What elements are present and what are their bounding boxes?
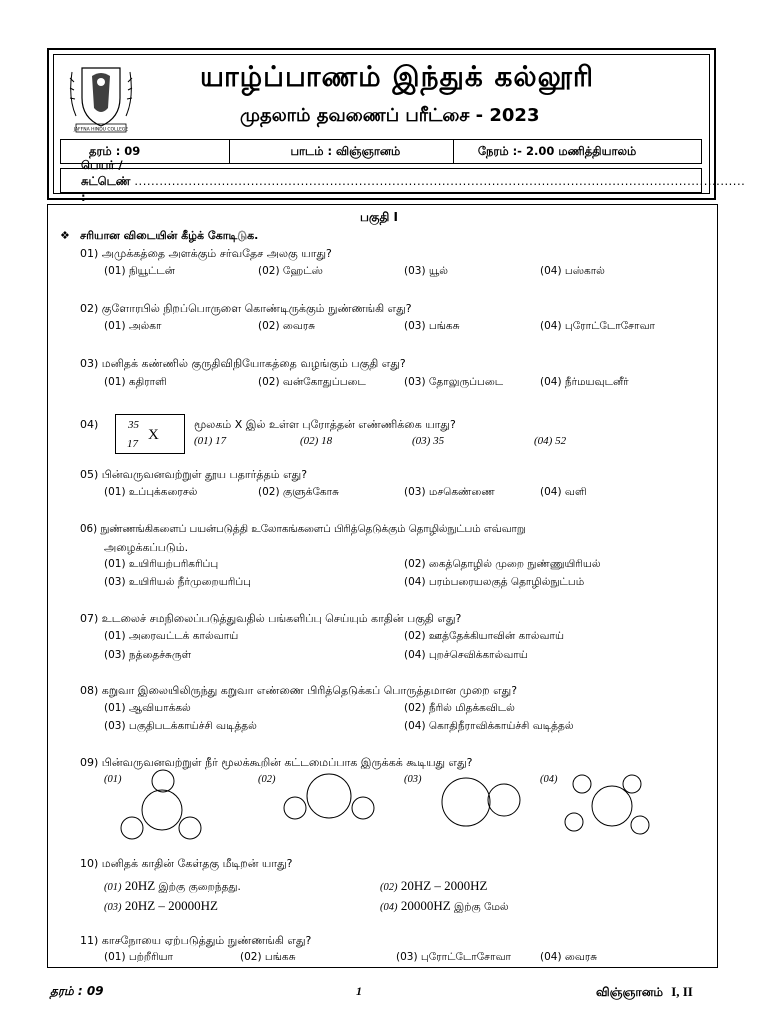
q10-option-1-suffix: இற்கு குறைந்தது.	[158, 881, 241, 893]
q3-option-3: (03) தோலுருப்படை	[404, 376, 504, 388]
q2-option-4: (04) புரோட்டோசோவா	[540, 320, 656, 332]
q5-option-1: (01) உப்புக்கரைசல்	[104, 486, 198, 498]
q10-option-1	[104, 878, 241, 894]
q1-option-1: (01) நியூட்டன்	[104, 265, 175, 277]
time-cell: நேரம் :- 2.00 மணித்தியாலம்	[477, 143, 637, 158]
q2-option-3: (03) பங்கசு	[404, 320, 460, 332]
question-4-number: 04)	[80, 418, 99, 431]
question-11: 11) காசநோயை ஏற்படுத்தும் நுண்ணங்கி எது?	[80, 934, 312, 947]
footer-parts: I, II	[671, 984, 693, 999]
bullet-icon: ❖	[60, 229, 70, 242]
q5-option-3: (03) மசகெண்ணை	[404, 486, 495, 498]
question-1: 01) அமுக்கத்தை அளக்கும் சர்வதேச அலகு யாது?	[80, 247, 332, 260]
q3-option-4: (04) நீர்மயவுடனீர்	[540, 376, 629, 388]
footer-grade: தரம் : 09	[50, 984, 104, 998]
q9-option-2-label: (02)	[258, 774, 276, 785]
section-title: பகுதி I	[360, 210, 398, 224]
q10-option-4-num: (04)	[380, 902, 398, 913]
college-crest-logo	[62, 58, 140, 134]
name-blank: ...................................................................................................................................................	[134, 173, 746, 188]
q10-option-2-num: (02)	[380, 882, 398, 893]
footer-page-number: 1	[356, 984, 362, 998]
question-6-line-2: அழைக்கப்படும்.	[104, 541, 189, 554]
q2-option-2: (02) வைரசு	[258, 320, 316, 332]
instruction-text: சரியான விடையின் கீழ்க் கோடிடுக.	[80, 229, 259, 242]
q9-molecule-3	[428, 774, 528, 834]
q11-option-1: (01) பற்றீரியா	[104, 951, 174, 963]
question-9: 09) பின்வருவனவற்றுள் நீர் மூலக்கூறின் கட்டமைப்பாக இருக்கக் கூடியது எது?	[80, 756, 473, 769]
logo-text: JAFFNA HINDU COLLEGE	[73, 127, 129, 133]
question-8: 08) கறுவா இலையிலிருந்து கறுவா எண்ணை பிரித்தெடுக்கப் பொருத்தமான முறை எது?	[80, 684, 518, 697]
q1-option-3: (03) யூல்	[404, 265, 449, 277]
q7-option-1: (01) அரைவட்டக் கால்வாய்	[104, 630, 239, 642]
q8-option-3: (03) பகுதிபடக்காய்ச்சி வடித்தல்	[104, 720, 257, 732]
question-6-line-1: 06) நுண்ணங்கிகளைப் பயன்படுத்தி உலோகங்களைப் பிரித்தெடுக்கும் தொழில்நுட்பம் எவ்வாறு	[80, 523, 526, 535]
q3-option-1: (01) கதிராளி	[104, 376, 167, 388]
q4-option-2: (02) 18	[300, 435, 333, 447]
q6-option-3: (03) உயிரியல் நீர்முறையரிப்பு	[104, 576, 251, 588]
q9-option-1-label: (01)	[104, 774, 122, 785]
footer-subject	[596, 984, 693, 1001]
q1-option-4: (04) பஸ்கால்	[540, 265, 605, 277]
q9-molecule-1	[110, 768, 210, 846]
isotope-box	[115, 414, 185, 454]
q11-option-3: (03) புரோட்டோசோவா	[396, 951, 512, 963]
q8-option-2: (02) நீரில் மிதக்கவிடல்	[404, 702, 515, 714]
q5-option-2: (02) குளுக்கோசு	[258, 486, 339, 498]
question-5: 05) பின்வருவனவற்றுள் தூய பதார்த்தம் எது?	[80, 468, 308, 481]
footer-subject-label: விஞ்ஞானம்	[596, 985, 663, 999]
q9-molecule-4	[562, 770, 662, 842]
college-title: யாழ்ப்பாணம் இந்துக் கல்லூரி	[200, 60, 595, 93]
q9-option-3-label: (03)	[404, 774, 422, 785]
q4-option-1: (01) 17	[194, 435, 227, 447]
q7-option-4: (04) புறச்செவிக்கால்வாய்	[404, 649, 528, 661]
q11-option-4: (04) வைரசு	[540, 951, 598, 963]
q10-option-1-value: 20HZ	[124, 878, 156, 893]
q10-option-2-value: 20HZ – 2000HZ	[400, 878, 488, 893]
question-10: 10) மனிதக் காதின் கேள்தகு மீடிறன் யாது?	[80, 857, 293, 870]
exam-info-row	[60, 139, 702, 164]
q10-option-4-suffix: இற்கு மேல்	[454, 901, 509, 913]
q6-option-2: (02) கைத்தொழில் முறை நுண்ணுயிரியல்	[404, 558, 601, 570]
grade-cell: தரம் : 09	[61, 140, 230, 163]
q7-option-3: (03) நத்தைச்சுருள்	[104, 649, 192, 661]
q9-molecule-2	[283, 772, 383, 832]
q1-option-2: (02) ஹேட்ஸ்	[258, 265, 323, 277]
element-symbol: X	[148, 427, 159, 443]
q2-option-1: (01) அல்கா	[104, 320, 162, 332]
q6-option-4: (04) பரம்பரையலகுத் தொழில்நுட்பம்	[404, 576, 585, 588]
question-3: 03) மனிதக் கண்ணில் குருதிவிநியோகத்தை வழங்கும் பகுதி எது?	[80, 357, 406, 370]
q8-option-4: (04) கொதிநீராவிக்காய்ச்சி வடித்தல்	[404, 720, 574, 732]
name-label: பெயர் / சுட்டெண் :	[81, 157, 131, 204]
q3-option-2: (02) வன்கோதுப்படை	[258, 376, 366, 388]
mass-number: 35	[128, 419, 139, 431]
q6-option-1: (01) உயிரியற்பரிகரிப்பு	[104, 558, 219, 570]
q10-option-3-value: 20HZ – 20000HZ	[124, 898, 219, 913]
subject-cell: பாடம் : விஞ்ஞானம்	[230, 140, 453, 163]
question-7: 07) உடலைச் சமநிலைப்படுத்துவதில் பங்களிப்பு செய்யும் காதின் பகுதி எது?	[80, 612, 462, 625]
q7-option-2: (02) ஊத்தேக்கியாவின் கால்வாய்	[404, 630, 564, 642]
atomic-number: 17	[127, 438, 138, 450]
q11-option-2: (02) பங்கசு	[240, 951, 296, 963]
q10-option-3-num: (03)	[104, 902, 122, 913]
q10-option-1-num: (01)	[104, 882, 122, 893]
question-2: 02) குளோரபில் நிறப்பொருளை கொண்டிருக்கும் நுண்ணங்கி எது?	[80, 302, 412, 315]
q10-option-3	[104, 898, 218, 914]
q5-option-4: (04) வளி	[540, 486, 587, 498]
q4-option-4: (04) 52	[534, 435, 567, 447]
q10-option-4-value: 20000HZ	[400, 898, 451, 913]
q4-option-3: (03) 35	[412, 435, 445, 447]
question-4: மூலகம் X இல் உள்ள புரோத்தன் எண்ணிக்கை யாது?	[194, 418, 456, 431]
q8-option-1: (01) ஆவியாக்கல்	[104, 702, 191, 714]
q10-option-2	[380, 878, 488, 894]
name-index-row	[60, 157, 746, 204]
q9-option-4-label: (04)	[540, 774, 558, 785]
exam-subtitle: முதலாம் தவணைப் பரீட்சை - 2023	[240, 105, 540, 126]
q10-option-4	[380, 898, 509, 914]
